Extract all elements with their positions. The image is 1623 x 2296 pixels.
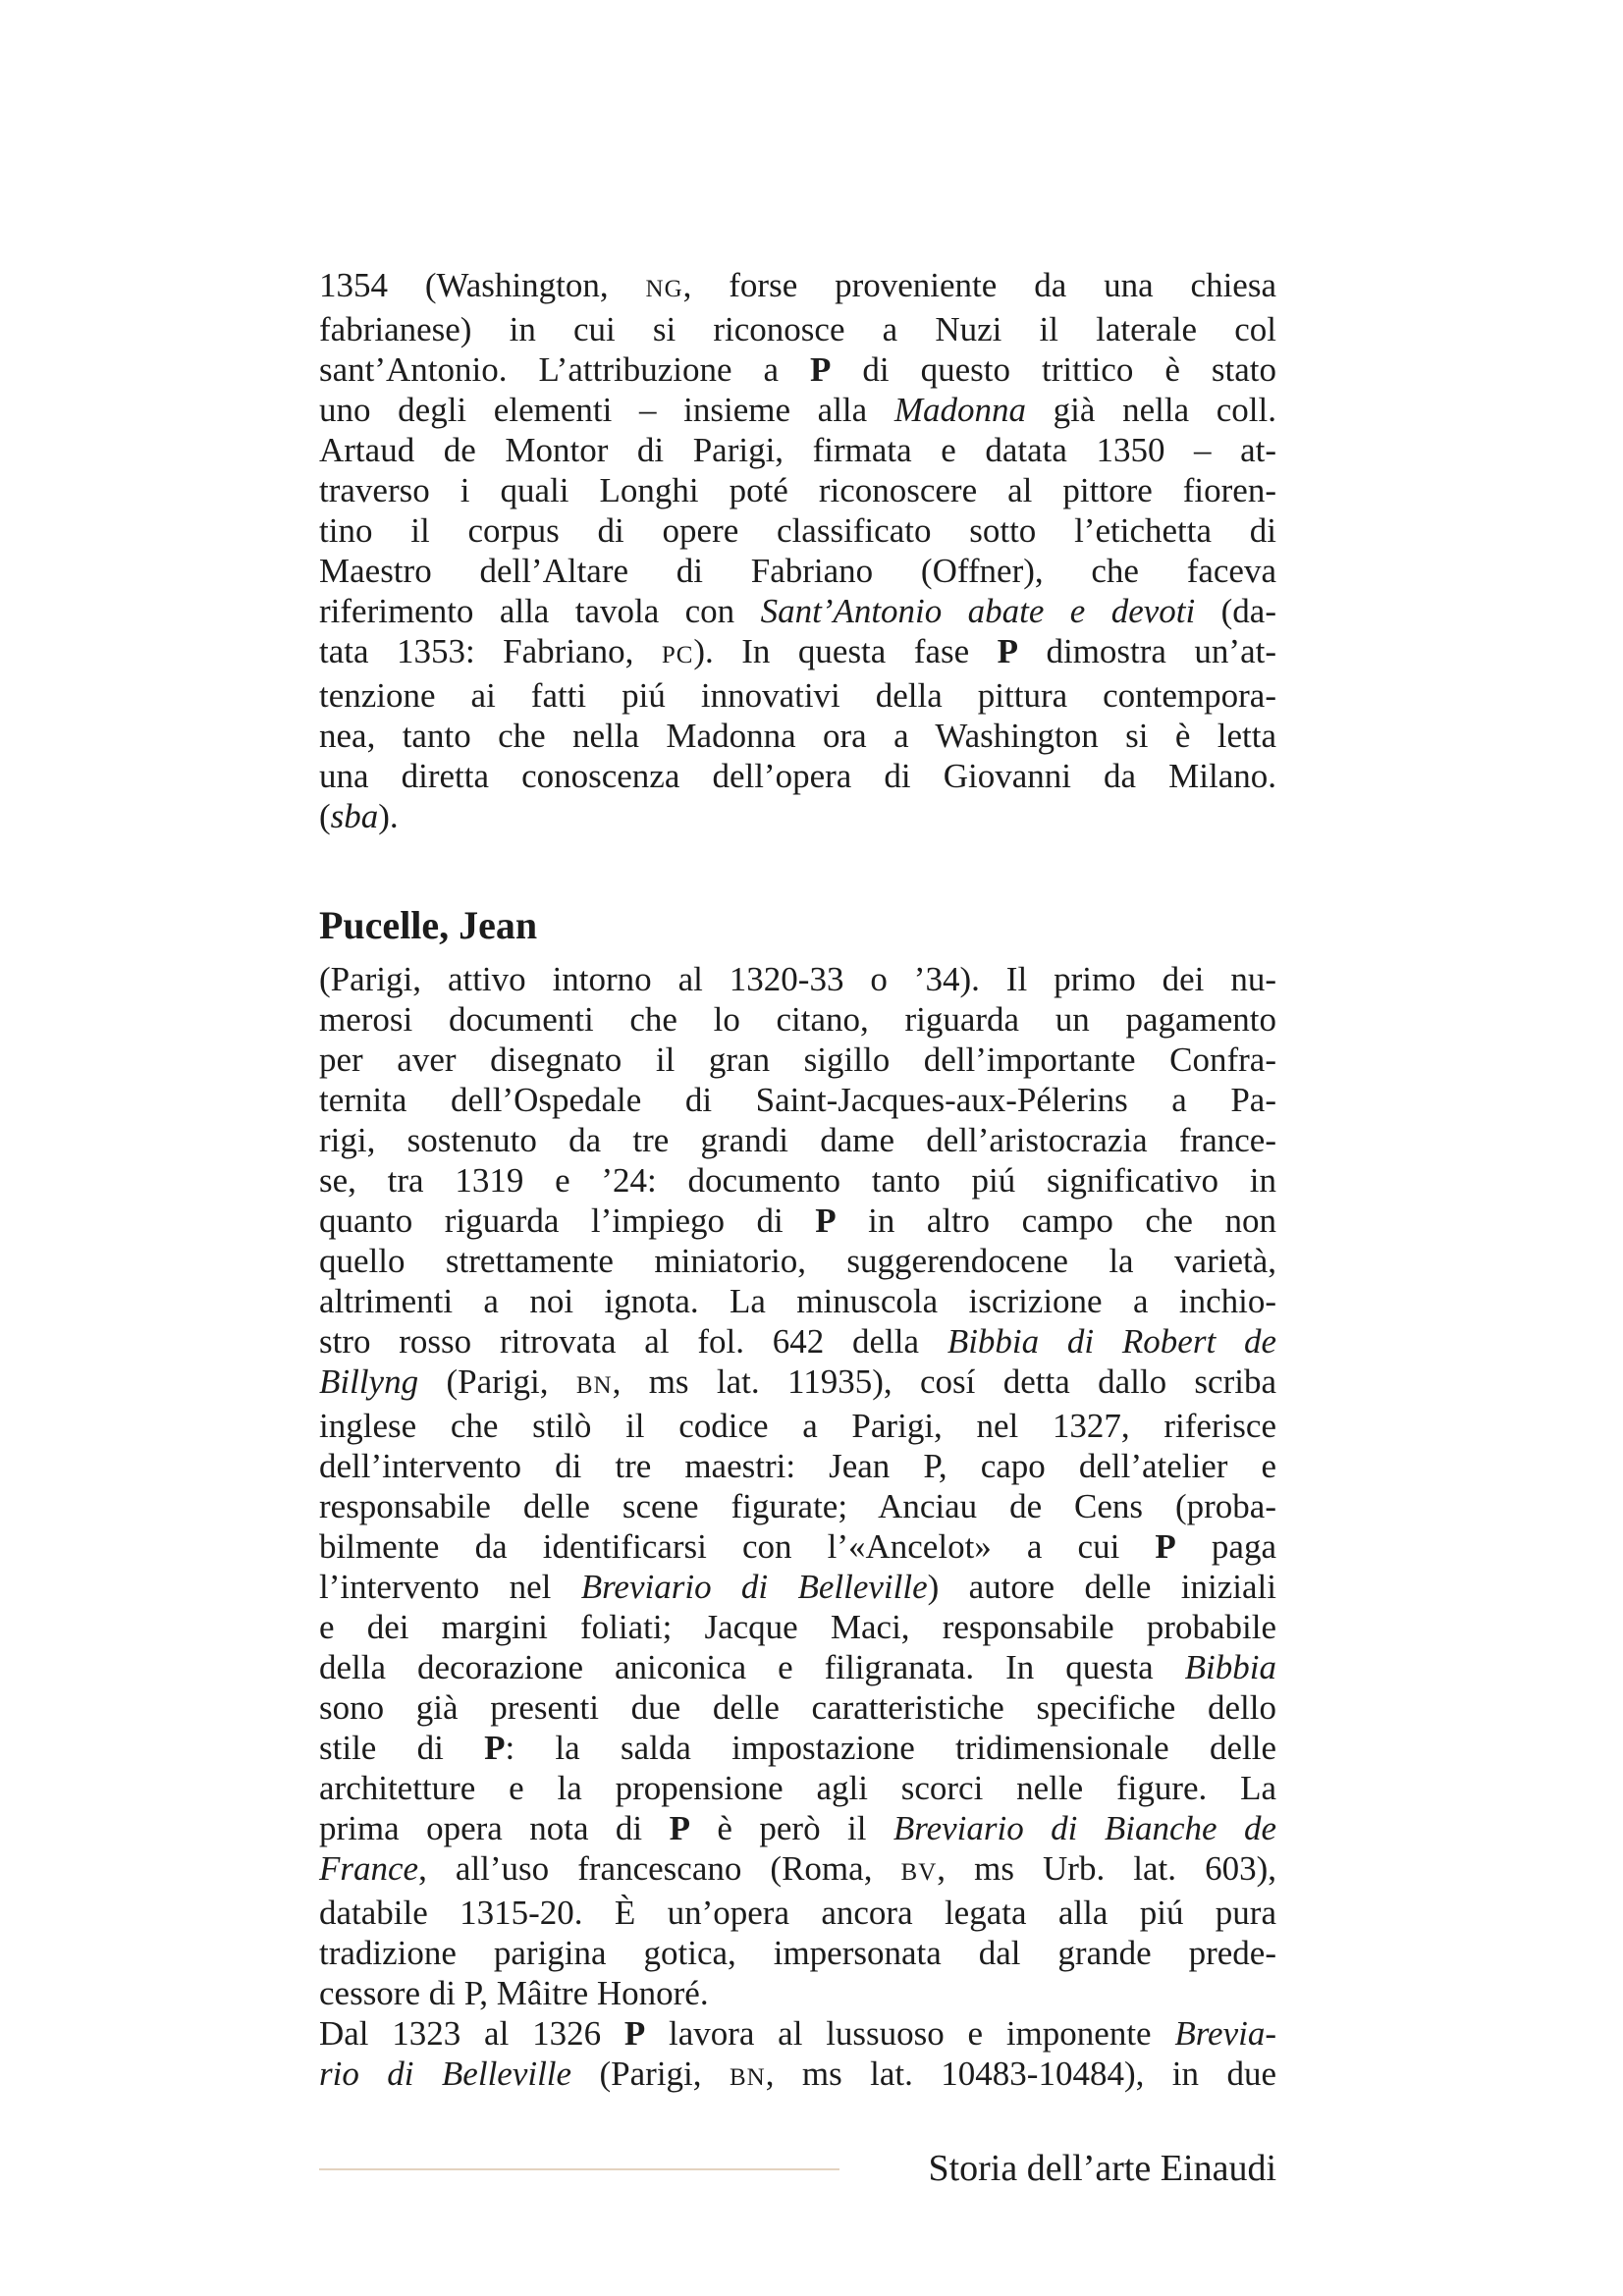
text-line: una diretta conoscenza dell’opera di Giovanni da Milano. bbox=[319, 757, 1276, 795]
text-line: traverso i quali Longhi poté riconoscere al pittore fioren- bbox=[319, 471, 1276, 509]
entry-paragraph-2 bbox=[319, 2013, 1276, 2098]
text-line: tenzione ai fatti piú innovativi della pittura contempora- bbox=[319, 676, 1276, 715]
italic-text: Bibbia bbox=[1184, 1648, 1276, 1686]
text-line: stile di P: la salda impostazione tridimensionale delle bbox=[319, 1729, 1276, 1767]
text-line: tino il corpus di opere classificato sotto l’etichetta di bbox=[319, 511, 1276, 550]
text-line: architetture e la propensione agli scorci nelle figure. La bbox=[319, 1769, 1276, 1807]
text-line: merosi documenti che lo citano, riguarda un pagamento bbox=[319, 1000, 1276, 1039]
entry-title: Pucelle, Jean bbox=[319, 903, 538, 947]
small-caps-text: PC bbox=[661, 642, 694, 668]
italic-text: Brevia- bbox=[1174, 2014, 1276, 2053]
bold-text: P bbox=[484, 1729, 506, 1767]
small-caps-text: BV bbox=[900, 1859, 938, 1886]
italic-text: sba bbox=[330, 797, 379, 835]
text-line: databile 1315-20. È un’opera ancora legata alla piú pura bbox=[319, 1894, 1276, 1932]
text-line: riferimento alla tavola con Sant’Antonio abate e devoti (da- bbox=[319, 592, 1276, 630]
small-caps-text: NG bbox=[645, 276, 683, 302]
text-line: l’intervento nel Breviario di Belleville) autore delle iniziali bbox=[319, 1568, 1276, 1606]
text-line: fabrianese) in cui si riconosce a Nuzi il laterale col bbox=[319, 310, 1276, 348]
text-line: dell’intervento di tre maestri: Jean P, capo dell’atelier e bbox=[319, 1447, 1276, 1485]
text-line: (Parigi, attivo intorno al 1320-33 o ’34). Il primo dei nu- bbox=[319, 960, 1276, 998]
text-line: Billyng (Parigi, BN, ms lat. 11935), cosí detta dallo scriba bbox=[319, 1362, 1277, 1401]
text-line: inglese che stilò il codice a Parigi, nel 1327, riferisce bbox=[319, 1407, 1276, 1445]
text-line: cessore di P, Mâitre Honoré. bbox=[319, 1974, 709, 2012]
text-line: (sba). bbox=[319, 797, 399, 835]
text-line: sono già presenti due delle caratteristiche specifiche dello bbox=[319, 1688, 1276, 1727]
italic-text: Madonna bbox=[893, 391, 1026, 429]
text-line: nea, tanto che nella Madonna ora a Washington si è letta bbox=[319, 717, 1276, 755]
text-line: France, all’uso francescano (Roma, BV, ms Urb. lat. 603), bbox=[319, 1849, 1276, 1888]
text-line: stro rosso ritrovata al fol. 642 della Bibbia di Robert de bbox=[319, 1322, 1276, 1361]
text-line: se, tra 1319 e ’24: documento tanto piú significativo in bbox=[319, 1161, 1276, 1200]
bold-text: P bbox=[1155, 1527, 1176, 1566]
text-line: tata 1353: Fabriano, PC). In questa fase P dimostra un’at- bbox=[319, 632, 1276, 670]
previous-entry-continuation bbox=[319, 265, 1276, 836]
text-line: sant’Antonio. L’attribuzione a P di questo trittico è stato bbox=[319, 350, 1276, 389]
text-line: quello strettamente miniatorio, suggerendocene la varietà, bbox=[319, 1242, 1276, 1280]
text-line: 1354 (Washington, NG, forse proveniente da una chiesa bbox=[319, 266, 1276, 304]
text-line: responsabile delle scene figurate; Anciau de Cens (proba- bbox=[319, 1487, 1276, 1525]
small-caps-text: BN bbox=[729, 2064, 766, 2091]
bold-text: P bbox=[815, 1201, 837, 1240]
text-column bbox=[319, 265, 1276, 2098]
bold-text: P bbox=[810, 350, 832, 389]
italic-text: rio di Belleville bbox=[319, 2055, 572, 2093]
italic-text: Breviario di Bianche de bbox=[893, 1809, 1276, 1847]
entry-gap bbox=[319, 836, 1276, 904]
italic-text: Sant’Antonio abate e devoti bbox=[760, 592, 1196, 630]
text-line: tradizione parigina gotica, impersonata dal grande prede- bbox=[319, 1934, 1276, 1972]
bold-text: P bbox=[997, 632, 1018, 670]
text-line: Artaud de Montor di Parigi, firmata e datata 1350 – at- bbox=[319, 431, 1276, 469]
italic-text: Bibbia di Robert de bbox=[947, 1322, 1276, 1361]
italic-text: Billyng bbox=[319, 1362, 419, 1401]
text-line: per aver disegnato il gran sigillo dell’importante Confra- bbox=[319, 1041, 1276, 1079]
text-line: Maestro dell’Altare di Fabriano (Offner), che faceva bbox=[319, 552, 1276, 590]
text-line: e dei margini foliati; Jacque Maci, responsabile probabile bbox=[319, 1608, 1276, 1646]
italic-text: France bbox=[319, 1849, 419, 1888]
text-line: della decorazione aniconica e filigranata. In questa Bibbia bbox=[319, 1648, 1276, 1686]
italic-text: Breviario di Belleville bbox=[580, 1568, 928, 1606]
text-line: uno degli elementi – insieme alla Madonna già nella coll. bbox=[319, 391, 1276, 429]
small-caps-text: BN bbox=[575, 1372, 613, 1399]
footer-publisher: Storia dell’arte Einaudi bbox=[928, 2148, 1276, 2189]
page-footer bbox=[319, 2145, 1276, 2194]
text-line: altrimenti a noi ignota. La minuscola iscrizione a inchio- bbox=[319, 1282, 1276, 1320]
bold-text: P bbox=[669, 1809, 690, 1847]
text-line: ternita dell’Ospedale di Saint-Jacques-aux-Pélerins a Pa- bbox=[319, 1081, 1276, 1119]
entry-paragraph-1 bbox=[319, 959, 1276, 2013]
text-line: rigi, sostenuto da tre grandi dame dell’aristocrazia france- bbox=[319, 1121, 1276, 1159]
bold-text: P bbox=[623, 2014, 646, 2053]
text-line: rio di Belleville (Parigi, BN, ms lat. 10483-10484), in due bbox=[319, 2055, 1276, 2093]
text-line: prima opera nota di P è però il Breviario di Bianche de bbox=[319, 1809, 1276, 1847]
footer-rule bbox=[319, 2168, 839, 2170]
text-line: bilmente da identificarsi con l’«Ancelot» a cui P paga bbox=[319, 1527, 1276, 1566]
text-line: quanto riguarda l’impiego di P in altro campo che non bbox=[319, 1201, 1276, 1240]
text-line: Dal 1323 al 1326 P lavora al lussuoso e imponente Brevia- bbox=[319, 2014, 1276, 2053]
